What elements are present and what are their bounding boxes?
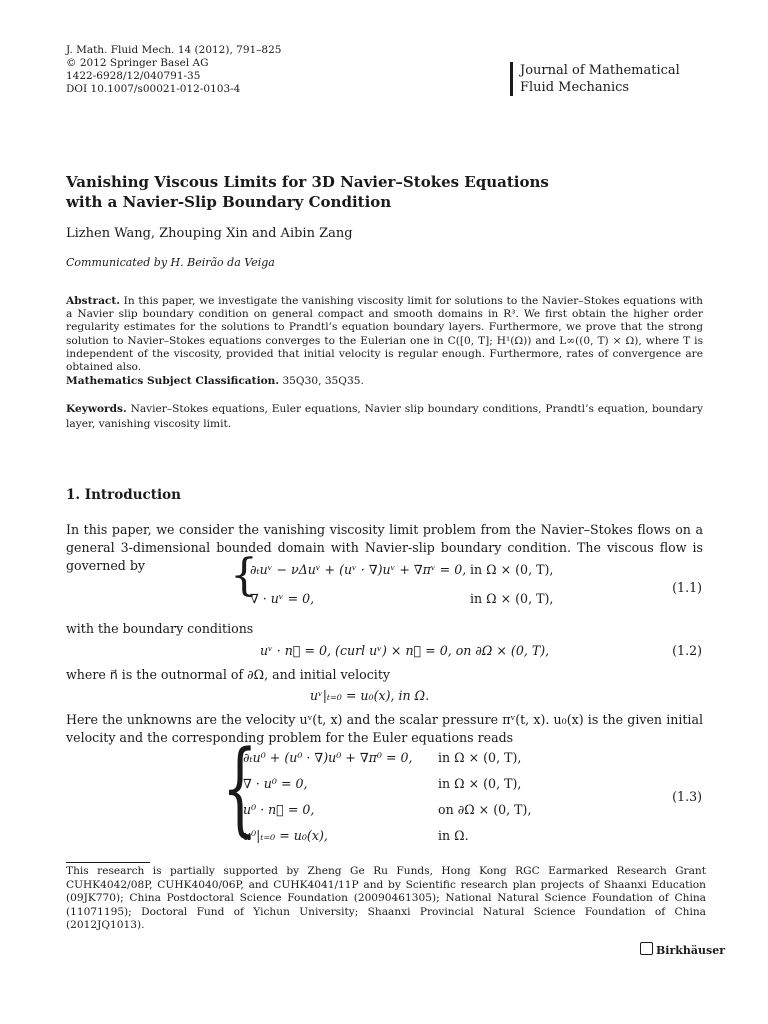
eq-1-3-line-3: u⁰ · n⃗ = 0, — [243, 802, 315, 817]
issn-line: 1422-6928/12/040791-35 — [66, 70, 201, 82]
birkhauser-icon — [640, 942, 653, 955]
paragraph-4: Here the unknowns are the velocity uᵛ(t, x) and the scalar pressure πᵛ(t, x). u₀(x) is the given initial velocity and the corresponding problem for the Euler equations reads — [66, 712, 703, 745]
paper-title — [66, 172, 626, 212]
eq-1-3-line-2: ∇ · u⁰ = 0, — [243, 776, 308, 791]
paragraph-2: with the boundary conditions — [66, 621, 254, 636]
eq-1-3-line-4: u⁰|ₜ₌₀ = u₀(x), — [243, 828, 328, 843]
msc — [66, 375, 364, 387]
abstract-text: In this paper, we investigate the vanishing viscosity limit for solutions to the Navier–Stokes equations with a Navier slip boundary condition on general compact and smooth domains in R³. We first obtain the higher order regularity estimates for the solutions to Prandtl’s equation boundary layers. Furthermore, we prove that the strong solution to Navier–Stokes equations converges to the Eulerian one in C([0, T]; H¹(Ω)) and L∞((0, T) × Ω), where T is independent of the viscosity, provided that initial velocity is regular enough. Furthermore, rates of convergence are obtained also. — [66, 295, 703, 374]
journal-name-line-2: Fluid Mechanics — [520, 80, 630, 95]
eq-1-3-line-1: ∂ₜu⁰ + (u⁰ · ∇)u⁰ + ∇π⁰ = 0, — [243, 750, 413, 765]
eq-1-3-domain-4: in Ω. — [438, 828, 469, 843]
eq-1-3-domain-2: in Ω × (0, T), — [438, 776, 522, 791]
journal-name-line-1: Journal of Mathematical — [520, 63, 680, 78]
eq-1-3-domain-3: on ∂Ω × (0, T), — [438, 802, 532, 817]
authors: Lizhen Wang, Zhouping Xin and Aibin Zang — [66, 226, 353, 241]
eq-1-2: uᵛ · n⃗ = 0, (curl uᵛ) × n⃗ = 0, on ∂Ω × (0, T), — [260, 643, 550, 658]
eq-1-1-domain-2: in Ω × (0, T), — [470, 591, 554, 606]
eq-1-1-domain-1: in Ω × (0, T), — [470, 562, 554, 577]
doi-line: DOI 10.1007/s00021-012-0103-4 — [66, 83, 241, 95]
copyright-line: © 2012 Springer Basel AG — [66, 57, 209, 69]
abstract-label: Abstract. — [66, 295, 120, 307]
publisher-name: Birkhäuser — [656, 944, 726, 957]
eq-1-2-number: (1.2) — [672, 643, 702, 658]
eq-1-1-number: (1.1) — [672, 580, 702, 595]
paragraph-3: where n⃗ is the outnormal of ∂Ω, and initial velocity — [66, 667, 390, 682]
section-heading: 1. Introduction — [66, 487, 181, 503]
paragraph-1: In this paper, we consider the vanishing viscosity limit problem from the Navier–Stokes flows on a general 3-dimensional bounded domain with Navier-slip boundary condition. The viscous flow is governed by — [66, 522, 703, 573]
msc-text: 35Q30, 35Q35. — [282, 375, 364, 387]
eq-1-1-line-2: ∇ · uᵛ = 0, — [250, 591, 315, 606]
footnote-rule — [66, 862, 150, 863]
publication-meta — [66, 44, 281, 96]
msc-label: Mathematics Subject Classification. — [66, 375, 280, 387]
footnote: This research is partially supported by Zheng Ge Ru Funds, Hong Kong RGC Earmarked Research Grant CUHK4042/08P, CUHK4040/06P, and CUHK4041/11P and by Scientific research plan projects of Shaanxi Education (09JK770); China Postdoctoral Science Foundation (20090461305); National Natural Science Foundation of China (11071195); Doctoral Fund of Yichun University; Shaanxi Provincial Natural Science Foundation of China (2012JQ1013). — [66, 865, 706, 932]
keywords-text: Navier–Stokes equations, Euler equations, Navier slip boundary conditions, Prandtl’s equation, boundary layer, vanishing viscosity limit. — [66, 403, 703, 430]
eq-1-1-line-1: ∂ₜuᵛ − νΔuᵛ + (uᵛ · ∇)uᵛ + ∇πᵛ = 0, — [250, 562, 467, 577]
paper-title-line-2: with a Navier-Slip Boundary Condition — [66, 193, 392, 211]
citation-line: J. Math. Fluid Mech. 14 (2012), 791–825 — [66, 44, 282, 56]
paper-title-line-1: Vanishing Viscous Limits for 3D Navier–Stokes Equations — [66, 173, 549, 191]
abstract — [66, 295, 703, 374]
keywords — [66, 402, 703, 432]
eq-1-3-number: (1.3) — [672, 789, 702, 804]
eq-1-3-domain-1: in Ω × (0, T), — [438, 750, 522, 765]
brace-1-1: { — [230, 550, 258, 601]
brace-1-3: { — [222, 729, 258, 848]
communicated-by: Communicated by H. Beirão da Veiga — [66, 256, 275, 269]
keywords-label: Keywords. — [66, 403, 127, 415]
publisher-logo — [640, 942, 725, 957]
eq-initial-velocity: uᵛ|ₜ₌₀ = u₀(x), in Ω. — [310, 688, 430, 703]
journal-name — [510, 62, 680, 96]
